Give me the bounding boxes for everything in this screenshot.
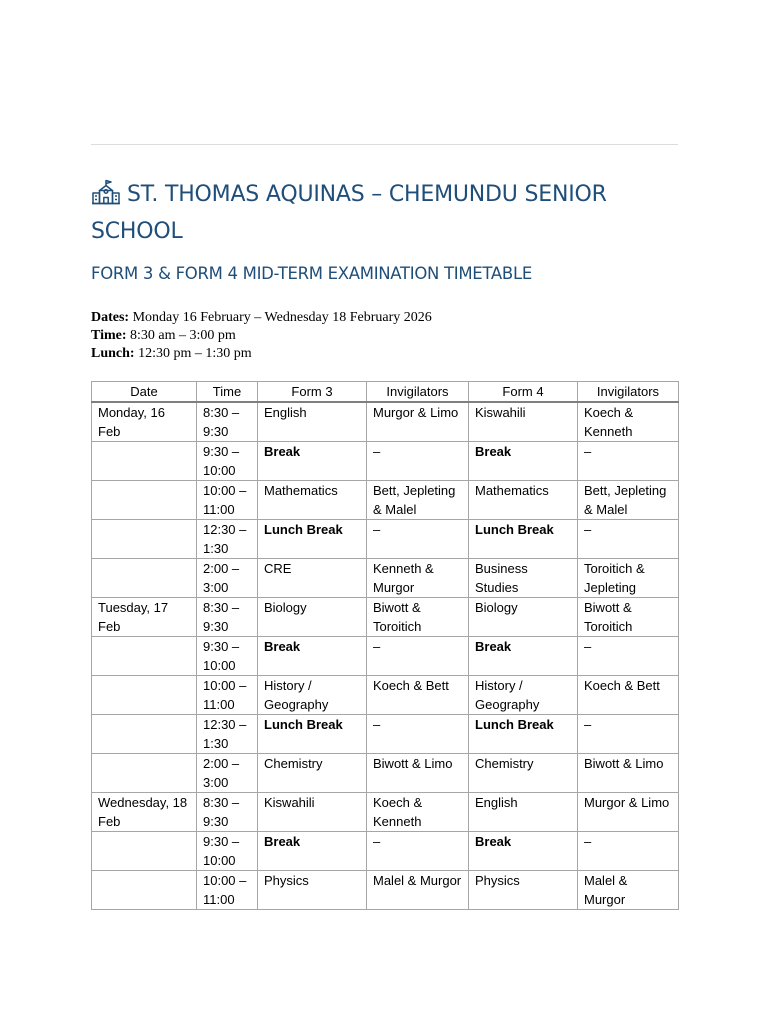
cell-form3-subject: Lunch Break xyxy=(258,520,367,559)
cell-form4-invigilators: – xyxy=(578,520,679,559)
cell-time: 10:00 – 11:00 xyxy=(197,676,258,715)
timetable-header-row xyxy=(92,382,679,403)
cell-form3-subject: Kiswahili xyxy=(258,793,367,832)
table-row xyxy=(92,637,679,676)
cell-time: 9:30 – 10:00 xyxy=(197,442,258,481)
table-row xyxy=(92,520,679,559)
cell-form4-invigilators: – xyxy=(578,832,679,871)
cell-form4-invigilators: Koech & Bett xyxy=(578,676,679,715)
cell-form4-invigilators: Biwott & Toroitich xyxy=(578,598,679,637)
exam-meta xyxy=(91,309,691,363)
lunch-line xyxy=(91,345,691,363)
timetable-body xyxy=(92,402,679,910)
cell-form4-invigilators: Biwott & Limo xyxy=(578,754,679,793)
time-value: 8:30 am – 3:00 pm xyxy=(130,328,236,343)
cell-time: 10:00 – 11:00 xyxy=(197,481,258,520)
cell-form3-invigilators: – xyxy=(367,715,469,754)
cell-form3-subject: Mathematics xyxy=(258,481,367,520)
cell-form4-subject: Biology xyxy=(469,598,578,637)
cell-form4-invigilators: – xyxy=(578,637,679,676)
cell-form4-subject: History / Geography xyxy=(469,676,578,715)
table-row xyxy=(92,559,679,598)
header-invigilators-form4: Invigilators xyxy=(578,382,679,403)
lunch-value: 12:30 pm – 1:30 pm xyxy=(138,346,252,361)
table-row xyxy=(92,481,679,520)
cell-date xyxy=(92,715,197,754)
cell-date: Monday, 16 Feb xyxy=(92,402,197,442)
cell-date xyxy=(92,559,197,598)
horizontal-divider xyxy=(91,144,678,145)
header-form3: Form 3 xyxy=(258,382,367,403)
cell-form4-invigilators: Koech & Kenneth xyxy=(578,402,679,442)
cell-form3-subject: Break xyxy=(258,637,367,676)
cell-form3-invigilators: Biwott & Limo xyxy=(367,754,469,793)
table-row xyxy=(92,793,679,832)
cell-form3-invigilators: – xyxy=(367,442,469,481)
page-subtitle: FORM 3 & FORM 4 MID-TERM EXAMINATION TIMETABLE xyxy=(91,264,532,283)
table-row xyxy=(92,676,679,715)
dates-line xyxy=(91,309,691,327)
cell-date xyxy=(92,481,197,520)
table-row xyxy=(92,402,679,442)
cell-form4-subject: Break xyxy=(469,832,578,871)
header-form4: Form 4 xyxy=(469,382,578,403)
cell-form3-invigilators: Malel & Murgor xyxy=(367,871,469,910)
cell-date: Tuesday, 17 Feb xyxy=(92,598,197,637)
dates-value: Monday 16 February – Wednesday 18 February 2026 xyxy=(132,310,432,325)
cell-time: 10:00 – 11:00 xyxy=(197,871,258,910)
cell-form3-subject: Break xyxy=(258,832,367,871)
header-time: Time xyxy=(197,382,258,403)
cell-form3-invigilators: Kenneth & Murgor xyxy=(367,559,469,598)
cell-form4-subject: Mathematics xyxy=(469,481,578,520)
cell-form4-subject: Physics xyxy=(469,871,578,910)
cell-time: 8:30 – 9:30 xyxy=(197,793,258,832)
header-invigilators-form3: Invigilators xyxy=(367,382,469,403)
cell-time: 8:30 – 9:30 xyxy=(197,598,258,637)
cell-form4-invigilators: – xyxy=(578,442,679,481)
cell-form4-subject: Kiswahili xyxy=(469,402,578,442)
cell-form4-subject: Business Studies xyxy=(469,559,578,598)
cell-form4-subject: Lunch Break xyxy=(469,715,578,754)
school-building-icon xyxy=(91,179,121,205)
cell-time: 9:30 – 10:00 xyxy=(197,832,258,871)
cell-form3-invigilators: Biwott & Toroitich xyxy=(367,598,469,637)
table-row xyxy=(92,832,679,871)
table-row xyxy=(92,598,679,637)
cell-form3-invigilators: Koech & Bett xyxy=(367,676,469,715)
cell-form3-subject: Biology xyxy=(258,598,367,637)
cell-form3-invigilators: – xyxy=(367,832,469,871)
cell-form4-invigilators: Bett, Jepleting & Malel xyxy=(578,481,679,520)
cell-form3-subject: Chemistry xyxy=(258,754,367,793)
cell-date: Wednesday, 18 Feb xyxy=(92,793,197,832)
cell-time: 12:30 – 1:30 xyxy=(197,520,258,559)
cell-time: 2:00 – 3:00 xyxy=(197,559,258,598)
cell-form4-invigilators: Toroitich & Jepleting xyxy=(578,559,679,598)
table-row xyxy=(92,754,679,793)
cell-date xyxy=(92,520,197,559)
table-row xyxy=(92,871,679,910)
cell-date xyxy=(92,871,197,910)
table-row xyxy=(92,442,679,481)
page-title xyxy=(91,176,681,250)
cell-form4-invigilators: Malel & Murgor xyxy=(578,871,679,910)
cell-form4-invigilators: Murgor & Limo xyxy=(578,793,679,832)
cell-form3-subject: CRE xyxy=(258,559,367,598)
cell-form4-subject: Break xyxy=(469,442,578,481)
cell-form3-invigilators: Koech & Kenneth xyxy=(367,793,469,832)
cell-time: 9:30 – 10:00 xyxy=(197,637,258,676)
cell-form4-subject: English xyxy=(469,793,578,832)
cell-form3-subject: English xyxy=(258,402,367,442)
cell-form4-invigilators: – xyxy=(578,715,679,754)
cell-form3-subject: History / Geography xyxy=(258,676,367,715)
cell-form4-subject: Chemistry xyxy=(469,754,578,793)
cell-form3-invigilators: – xyxy=(367,520,469,559)
page-title-text: ST. THOMAS AQUINAS – CHEMUNDU SENIOR SCHOOL xyxy=(91,182,607,244)
cell-date xyxy=(92,637,197,676)
cell-date xyxy=(92,676,197,715)
cell-form3-subject: Physics xyxy=(258,871,367,910)
cell-time: 12:30 – 1:30 xyxy=(197,715,258,754)
cell-form3-subject: Break xyxy=(258,442,367,481)
cell-form3-subject: Lunch Break xyxy=(258,715,367,754)
cell-date xyxy=(92,754,197,793)
cell-form3-invigilators: Bett, Jepleting & Malel xyxy=(367,481,469,520)
cell-form4-subject: Lunch Break xyxy=(469,520,578,559)
time-label: Time: xyxy=(91,328,127,343)
time-line xyxy=(91,327,691,345)
cell-form3-invigilators: – xyxy=(367,637,469,676)
header-date: Date xyxy=(92,382,197,403)
cell-form4-subject: Break xyxy=(469,637,578,676)
cell-date xyxy=(92,832,197,871)
cell-form3-invigilators: Murgor & Limo xyxy=(367,402,469,442)
table-row xyxy=(92,715,679,754)
lunch-label: Lunch: xyxy=(91,346,135,361)
cell-time: 2:00 – 3:00 xyxy=(197,754,258,793)
dates-label: Dates: xyxy=(91,310,130,325)
cell-date xyxy=(92,442,197,481)
timetable xyxy=(91,381,679,910)
cell-time: 8:30 – 9:30 xyxy=(197,402,258,442)
